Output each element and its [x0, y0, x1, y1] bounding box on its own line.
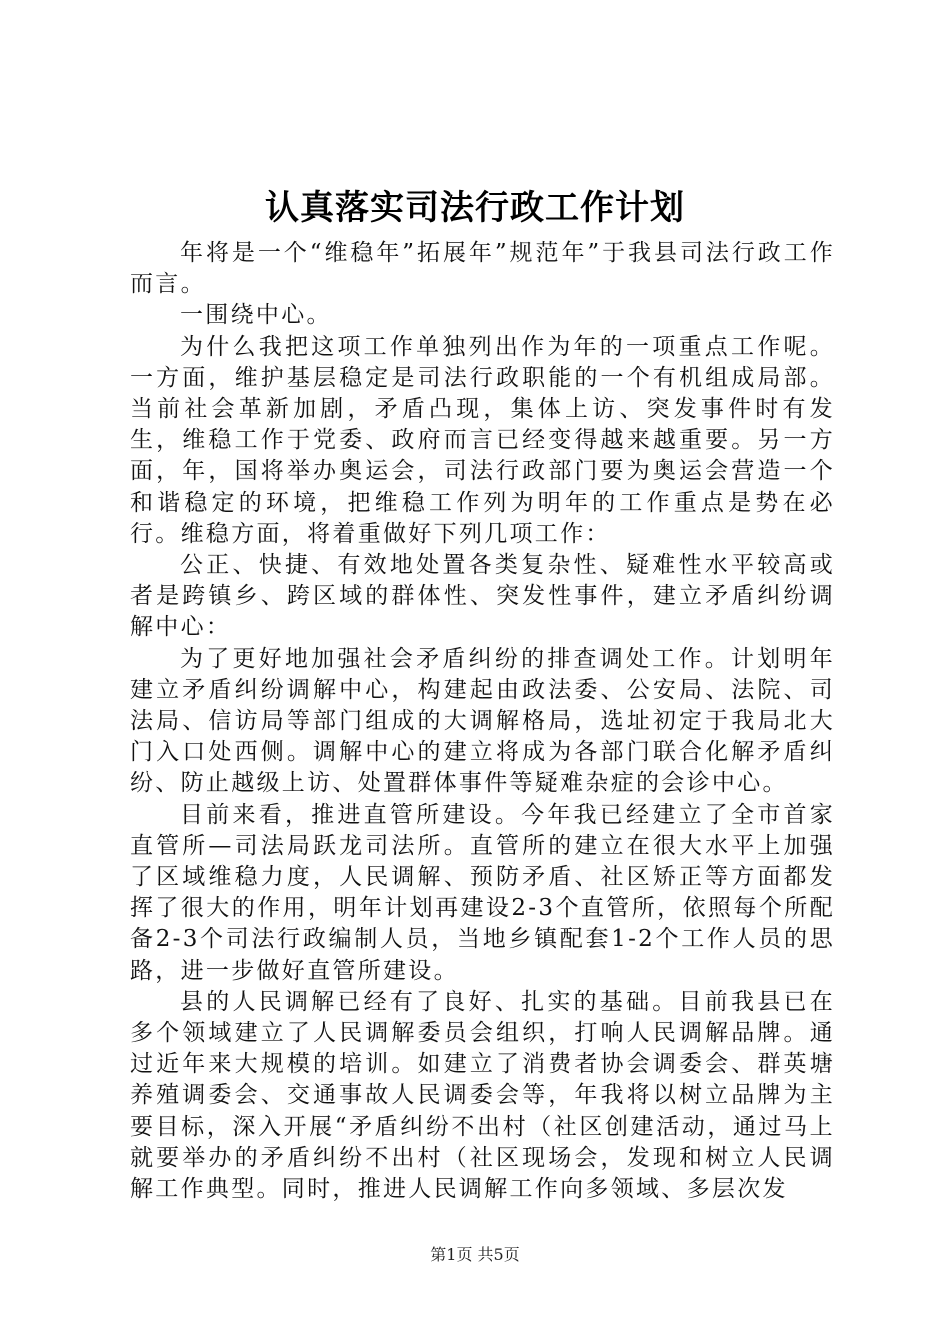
page-number-footer: 第1页 共5页 — [430, 1245, 520, 1264]
paragraph: 公正、快捷、有效地处置各类复杂性、疑难性水平较高或者是跨镇乡、跨区域的群体性、突发性事件，建立矛盾纠纷调解中心： — [130, 552, 835, 641]
document-body — [130, 238, 835, 1205]
paragraph: 一围绕中心。 — [180, 302, 332, 329]
paragraph: 为什么我把这项工作单独列出作为年的一项重点工作呢。一方面，维护基层稳定是司法行政职能的一个有机组成局部。当前社会革新加剧，矛盾凸现，集体上访、突发事件时有发生，维稳工作于党委、政府而言已经变得越来越重要。另一方面，年，国将举办奥运会，司法行政部门要为奥运会营造一个和谐稳定的环境，把维稳工作列为明年的工作重点是势在必行。维稳方面，将着重做好下列几项工作： — [130, 333, 835, 547]
paragraph: 目前来看，推进直管所建设。今年我已经建立了全市首家直管所—司法局跃龙司法所。直管所的建立在很大水平上加强了区域维稳力度，人民调解、预防矛盾、社区矫正等方面都发挥了很大的作用，明年计划再建设2-3个直管所，依照每个所配备2-3个司法行政编制人员，当地乡镇配套1-2个工作人员的思路，进一步做好直管所建设。 — [130, 801, 835, 984]
paragraph: 为了更好地加强社会矛盾纠纷的排查调处工作。计划明年建立矛盾纠纷调解中心，构建起由政法委、公安局、法院、司法局、信访局等部门组成的大调解格局，选址初定于我局北大门入口处西侧。调解中心的建立将成为各部门联合化解矛盾纠纷、防止越级上访、处置群体事件等疑难杂症的会诊中心。 — [130, 645, 835, 797]
paragraph: 年将是一个“维稳年”拓展年”规范年”于我县司法行政工作而言。 — [130, 240, 835, 298]
document-title: 认真落实司法行政工作计划 — [265, 188, 685, 228]
paragraph: 县的人民调解已经有了良好、扎实的基础。目前我县已在多个领域建立了人民调解委员会组织，打响人民调解品牌。通过近年来大规模的培训。如建立了消费者协会调委会、群英塘养殖调委会、交通事故人民调委会等，年我将以树立品牌为主要目标，深入开展“矛盾纠纷不出村（社区创建活动，通过马上就要举办的矛盾纠纷不出村（社区现场会，发现和树立人民调解工作典型。同时，推进人民调解工作向多领域、多层次发 — [130, 988, 835, 1203]
